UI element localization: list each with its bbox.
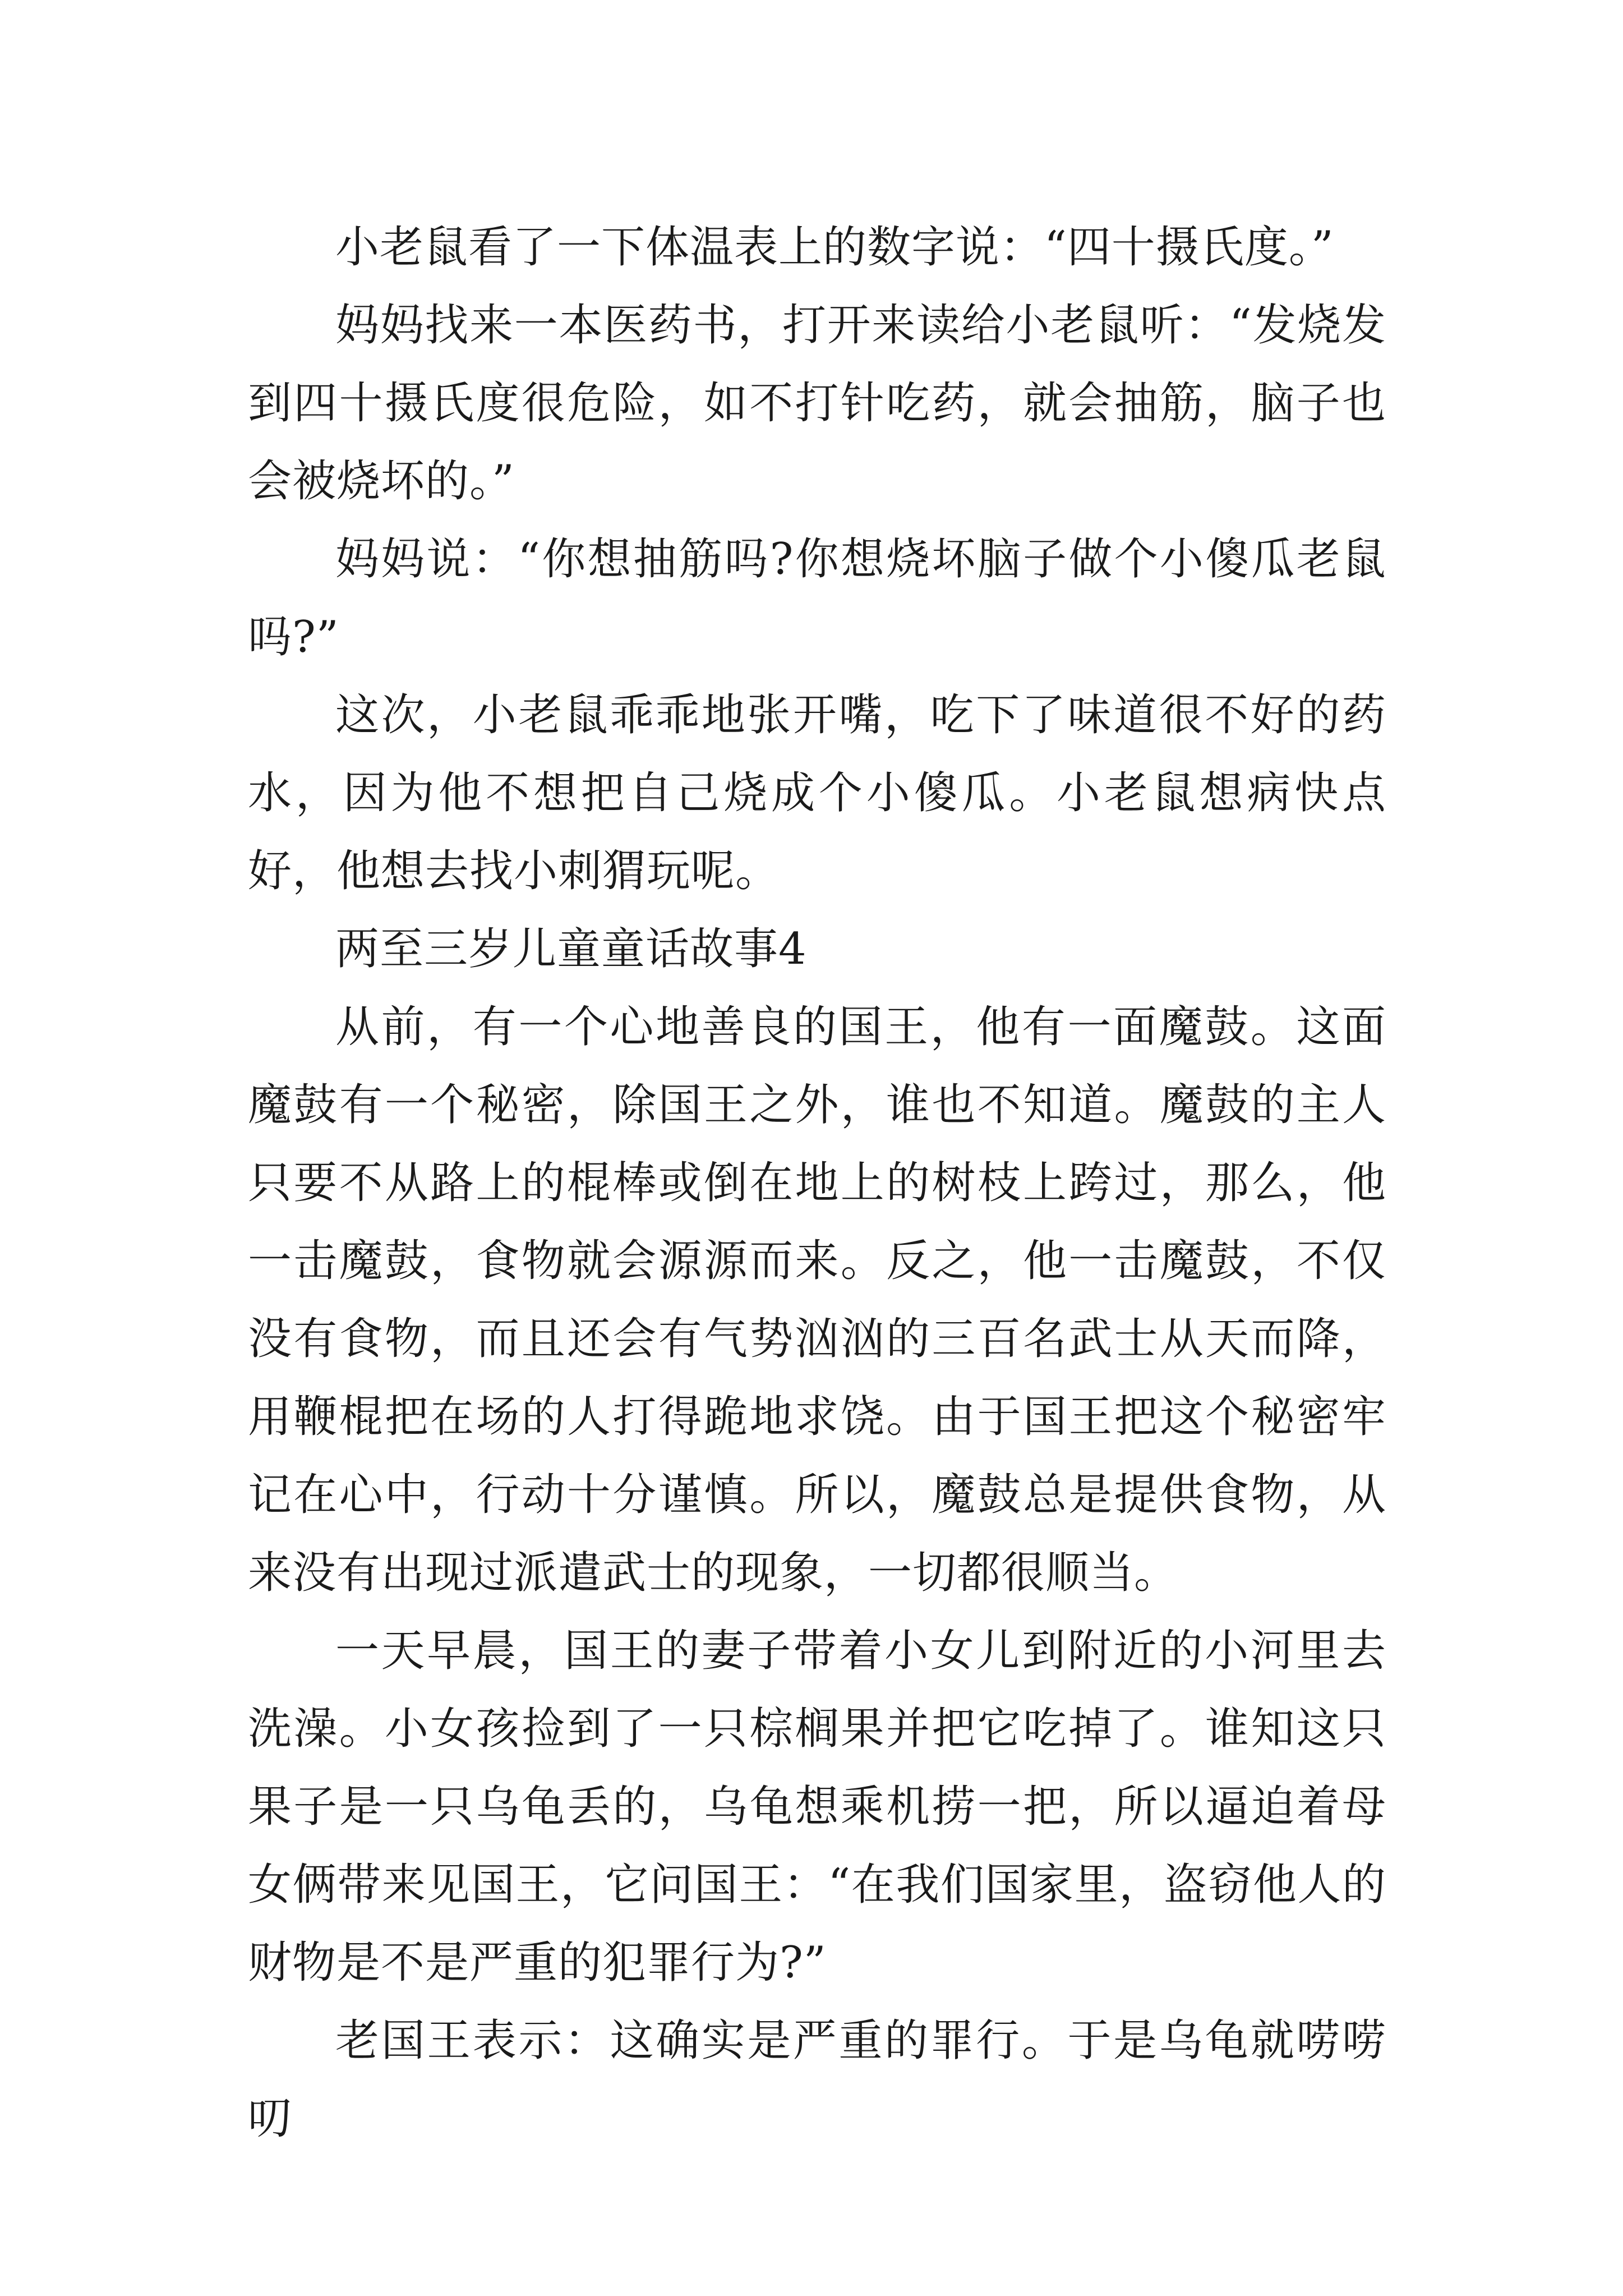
- paragraph-takes-medicine: 这次，小老鼠乖乖地张开嘴，吃下了味道很不好的药水，因为他不想把自己烧成个小傻瓜。小老鼠想病快点好，他想去找小刺猬玩呢。: [248, 690, 1386, 896]
- paragraph-magic-drum: 从前，有一个心地善良的国王，他有一面魔鼓。这面魔鼓有一个秘密，除国王之外，谁也不知道。魔鼓的主人只要不从路上的棍棒或倒在地上的树枝上跨过，那么，他一击魔鼓，食物就会源源而来。反之，他一击魔鼓，不仅没有食物，而且还会有气势汹汹的三百名武士从天而降，用鞭棍把在场的人打得跪地求饶。由于国王把这个秘密牢记在心中，行动十分谨慎。所以，魔鼓总是提供食物，从来没有出现过派遣武士的现象，一切都很顺当。: [248, 1002, 1386, 1598]
- paragraph-king-replies: 老国王表示：这确实是严重的罪行。于是乌龟就唠唠叨: [248, 2016, 1386, 2144]
- story-heading: 两至三岁儿童童话故事4: [335, 924, 807, 974]
- paragraph-morning-bath: 一天早晨，国王的妻子带着小女儿到附近的小河里去洗澡。小女孩捡到了一只棕榈果并把它吃掉了。谁知这只果子是一只乌龟丢的，乌龟想乘机捞一把，所以逼迫着母女俩带来见国王，它问国王：“在我们国家里，盗窃他人的财物是不是严重的犯罪行为?”: [248, 1626, 1386, 1988]
- document-body: [248, 209, 1386, 2158]
- paragraph-thermometer-reading: 小老鼠看了一下体温表上的数字说：“四十摄氏度。”: [335, 222, 1334, 273]
- paragraph-mother-asks: 妈妈说：“你想抽筋吗?你想烧坏脑子做个小傻瓜老鼠吗?”: [248, 534, 1386, 662]
- paragraph-medical-book: 妈妈找来一本医药书，打开来读给小老鼠听：“发烧发到四十摄氏度很危险，如不打针吃药，就会抽筋，脑子也会被烧坏的。”: [248, 300, 1386, 507]
